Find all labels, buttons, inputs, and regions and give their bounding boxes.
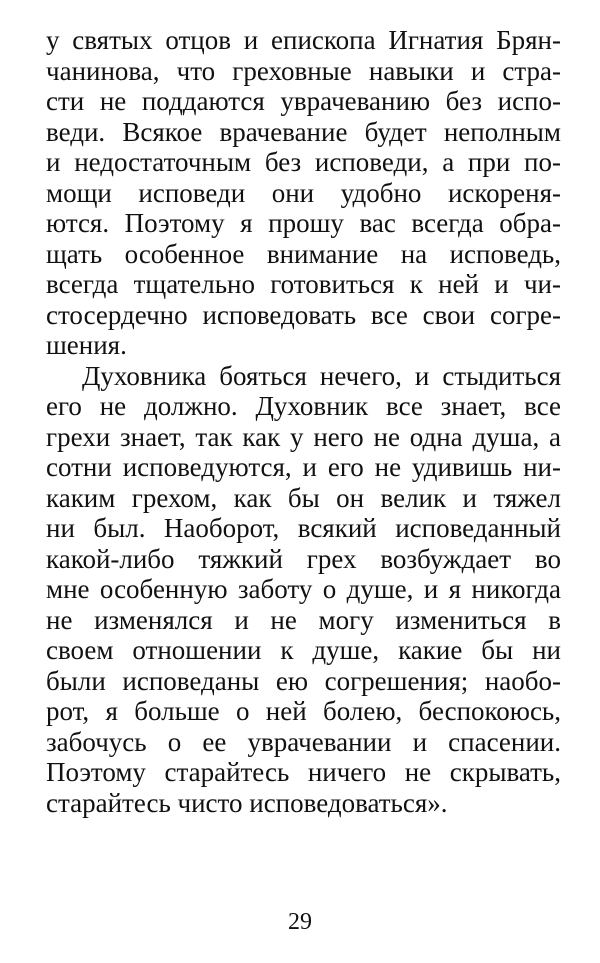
- body-text: [46, 25, 561, 818]
- text-line: мощи исповеди они удобно искореня-: [46, 177, 561, 208]
- text-line: ни был. Наоборот, всякий исповеданный: [46, 513, 561, 543]
- text-line: каким грехом, как бы он велик и тяжел: [46, 482, 561, 513]
- text-line: щать особенное внимание на исповедь,: [46, 238, 561, 269]
- text-line: не изменялся и не могу измениться в: [46, 604, 561, 635]
- paragraph-1: [46, 25, 561, 361]
- text-line: и недостаточным без исповеди, а при по-: [46, 147, 561, 177]
- text-line: его не должно. Духовник все знает, все: [46, 391, 561, 421]
- text-line: своем отношении к душе, какие бы ни: [46, 635, 561, 665]
- paragraph-2: [46, 361, 561, 819]
- text-line: у святых отцов и епископа Игнатия Брян-: [46, 25, 561, 55]
- text-line: старайтесь чисто исповедоваться».: [46, 787, 448, 818]
- text-line: стосердечно исповедовать все свои согре-: [46, 299, 561, 330]
- text-line: веди. Всякое врачевание будет неполным: [46, 116, 561, 147]
- text-line: были исповеданы ею согрешения; наобо-: [46, 665, 561, 696]
- text-line: забочусь о ее уврачевании и спасении.: [46, 726, 561, 757]
- text-line: грехи знает, так как у него не одна душа, а: [46, 421, 561, 452]
- text-line: сти не поддаются уврачеванию без испо-: [46, 86, 561, 116]
- text-line: рот, я больше о ней болею, беспокоюсь,: [46, 696, 561, 726]
- text-line: чанинова, что греховные навыки и стра-: [46, 55, 561, 86]
- text-line: сотни исповедуются, и его не удивишь ни-: [46, 452, 561, 482]
- text-line: мне особенную заботу о душе, и я никогда: [46, 574, 561, 604]
- text-line: всегда тщательно готовиться к ней и чи-: [46, 269, 561, 299]
- text-line: Духовника бояться нечего, и стыдиться: [82, 360, 561, 391]
- page-number: 29: [288, 909, 312, 935]
- text-line: какой-либо тяжкий грех возбуждает во: [46, 543, 561, 574]
- text-line: Поэтому старайтесь ничего не скрывать,: [46, 757, 561, 787]
- text-line: шения.: [46, 330, 127, 360]
- text-line: ются. Поэтому я прошу вас всегда обра-: [46, 208, 561, 238]
